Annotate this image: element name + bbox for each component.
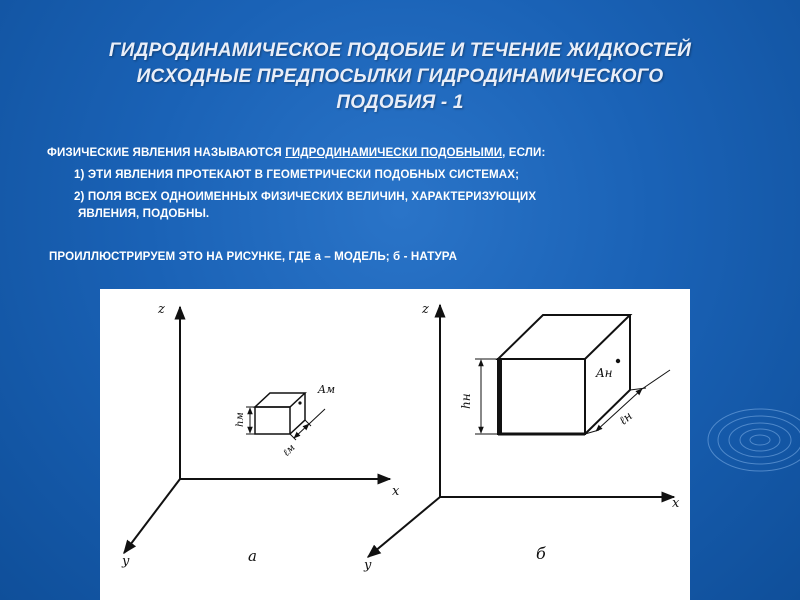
nature-y-label: y (364, 558, 372, 573)
intro-text (47, 146, 545, 159)
model-caption: а (248, 547, 257, 565)
title-line-3: ПОДОБИЯ - 1 (336, 92, 464, 113)
nature-point-label: Aн (596, 366, 613, 380)
nature-point (616, 359, 620, 363)
slide-title (40, 38, 760, 116)
nature-z-label: z (422, 302, 429, 317)
nature-height-label: hн (459, 393, 473, 409)
model-y-label: y (122, 554, 130, 569)
condition-1: 1) ЭТИ ЯВЛЕНИЯ ПРОТЕКАЮТ В ГЕОМЕТРИЧЕСКИ ПОДОБНЫХ СИСТЕМАХ; (74, 168, 520, 181)
nature-x-label: x (672, 496, 680, 511)
similarity-figure (100, 289, 690, 600)
model-x-label: x (392, 484, 400, 499)
model-point (298, 401, 301, 404)
intro-term: ГИДРОДИНАМИЧЕСКИ ПОДОБНЫМИ (285, 146, 503, 159)
model-point-label: Aм (318, 383, 336, 396)
intro-suffix: , ЕСЛИ: (502, 146, 546, 159)
nature-caption: б (536, 544, 546, 563)
model-z-label: z (158, 302, 165, 317)
condition-2-line-2: ЯВЛЕНИЯ, ПОДОБНЫ. (78, 207, 210, 220)
nature-length-label: ℓн (616, 408, 636, 428)
condition-2-line-1: 2) ПОЛЯ ВСЕХ ОДНОИМЕННЫХ ФИЗИЧЕСКИХ ВЕЛИЧИН, ХАРАКТЕРИЗУЮЩИХ (74, 190, 537, 203)
title-line-1: ГИДРОДИНАМИЧЕСКОЕ ПОДОБИЕ И ТЕЧЕНИЕ ЖИДКОСТЕЙ (108, 40, 692, 61)
illustration-note: ПРОИЛЛЮСТРИРУЕМ ЭТО НА РИСУНКЕ, ГДЕ а – МОДЕЛЬ; б - НАТУРА (49, 250, 458, 263)
intro-prefix: ФИЗИЧЕСКИЕ ЯВЛЕНИЯ НАЗЫВАЮТСЯ (47, 146, 286, 159)
title-line-2: ИСХОДНЫЕ ПРЕДПОСЫЛКИ ГИДРОДИНАМИЧЕСКОГО (136, 66, 664, 87)
ripple-decoration (700, 395, 800, 485)
model-length-label: ℓм (281, 442, 298, 459)
model-height-label: hм (235, 412, 246, 427)
